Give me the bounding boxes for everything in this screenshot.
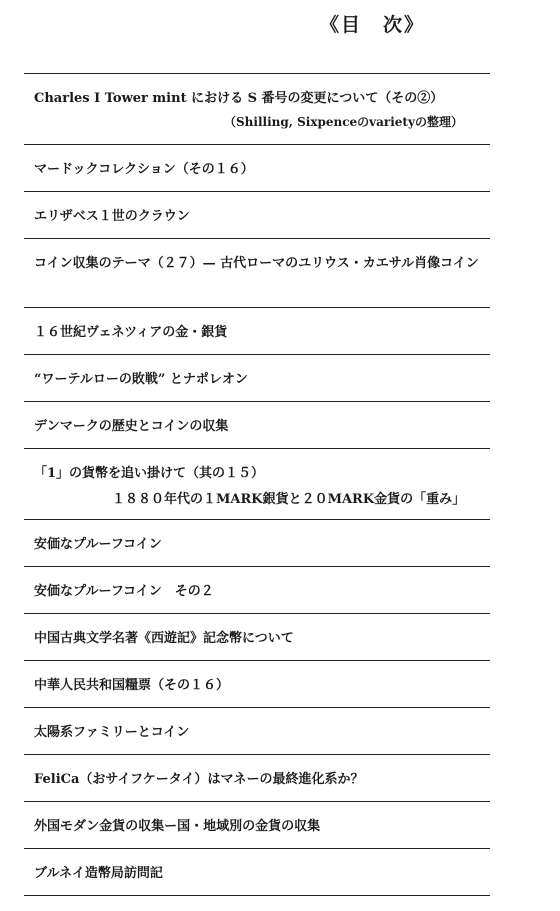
toc-entry-title: 安価なプルーフコイン その２	[34, 584, 214, 599]
toc-entry-subtitle: （Shilling, Sixpenceのvarietyの整理）	[224, 115, 463, 129]
toc-entry[interactable]	[24, 402, 490, 448]
toc-entry-title: 外国モダン金貨の収集ー国・地域別の金貨の収集	[34, 819, 321, 834]
toc-entry-title: FeliCa（おサイフケータイ）はマネーの最終進化系か？	[34, 772, 364, 787]
toc-entry[interactable]	[24, 755, 490, 801]
toc-entry-title: １６世紀ヴェネツィアの金・銀貨	[34, 325, 228, 340]
toc-entry-title: 中国古典文学名著《西遊記》記念幣について	[34, 631, 294, 646]
toc-entry-title: デンマークの歴史とコインの収集	[34, 419, 229, 434]
toc-entry-title: 安価なプルーフコイン	[34, 537, 162, 552]
toc-entry[interactable]	[24, 708, 490, 754]
toc-entry-title: マードックコレクション（その１６）	[34, 162, 254, 177]
toc-entry-title: コイン収集のテーマ（２７）— 古代ローマのユリウス・カエサル肖像コイン	[34, 256, 479, 271]
toc-entry[interactable]	[24, 449, 490, 519]
table-of-contents	[24, 73, 490, 896]
toc-entry[interactable]	[24, 74, 490, 144]
toc-entry[interactable]	[24, 520, 490, 566]
toc-entry[interactable]	[24, 661, 490, 707]
toc-entry-title: Charles I Tower mint における S 番号の変更について（その②）	[34, 91, 444, 106]
toc-entry-title: 中華人民共和国糧票（その１６）	[34, 678, 230, 693]
toc-entry-title: 「1」の貨幣を追い掛けて（其の１５）	[34, 466, 265, 481]
toc-entry[interactable]	[24, 567, 490, 613]
toc-entry[interactable]	[24, 614, 490, 660]
toc-entry[interactable]	[24, 355, 490, 401]
toc-entry[interactable]	[24, 192, 490, 238]
toc-entry-subtitle: １８８０年代の１MARK銀貨と２０MARK金貨の「重み」	[112, 492, 466, 507]
toc-entry-title: エリザベス１世のクラウン	[34, 209, 190, 224]
toc-entry[interactable]	[24, 802, 490, 848]
toc-entry-title: ブルネイ造幣局訪問記	[34, 866, 163, 881]
toc-entry[interactable]	[24, 308, 490, 354]
toc-entry[interactable]	[24, 145, 490, 191]
toc-entry-title: 太陽系ファミリーとコイン	[34, 725, 190, 740]
divider	[24, 895, 490, 896]
toc-entry[interactable]	[24, 849, 490, 895]
page-title: 《目 次》	[320, 14, 426, 36]
toc-entry-title: “ワーテルローの敗戦” とナポレオン	[34, 372, 248, 387]
toc-entry[interactable]	[24, 239, 490, 307]
